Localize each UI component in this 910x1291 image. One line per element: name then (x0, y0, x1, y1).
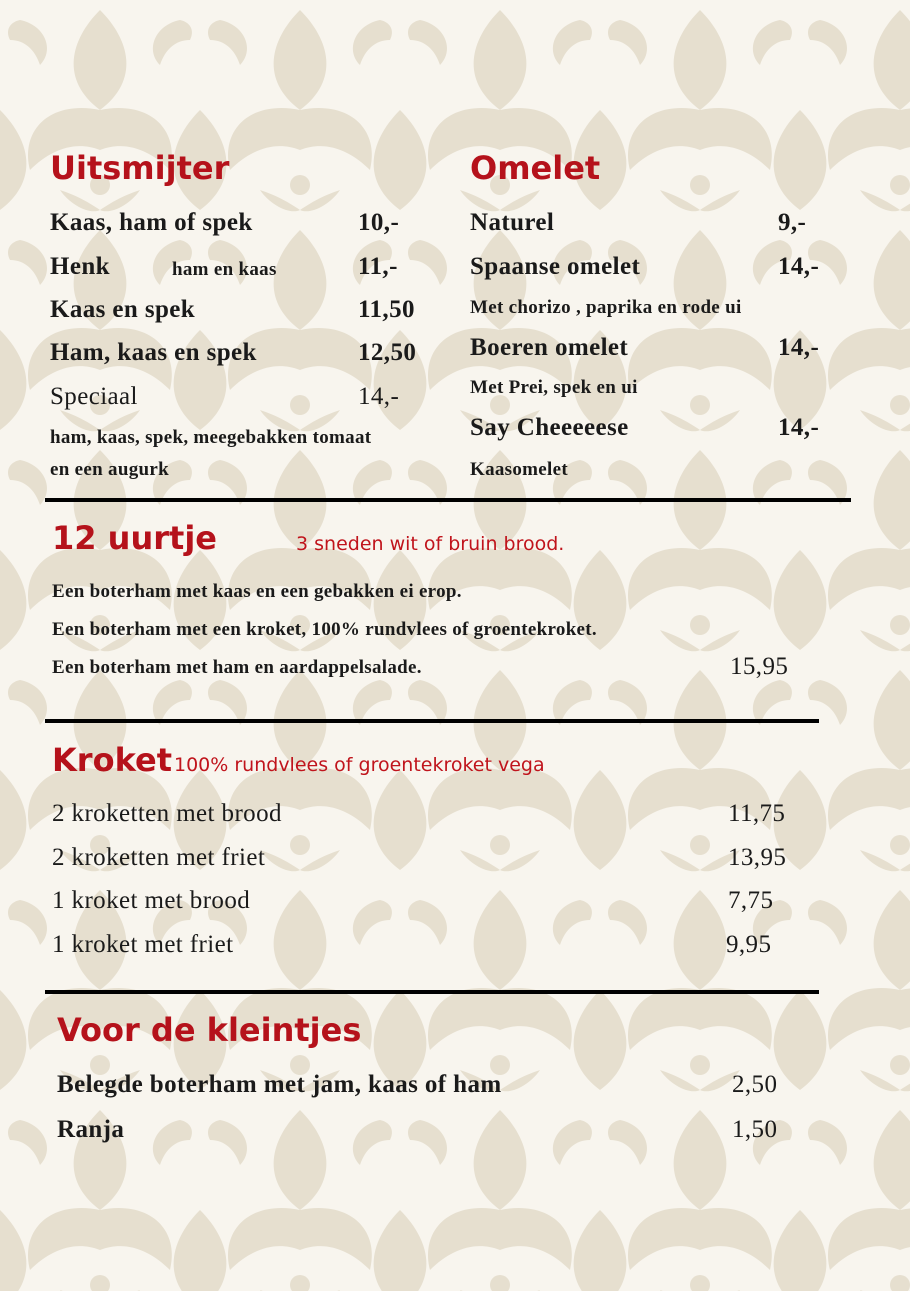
uitsmijter-henk-name: Henk (50, 253, 110, 280)
uitsmijter-kaas-ham-spek-price: 10,- (358, 209, 400, 236)
uitsmijter-kaas-ham-spek-name: Kaas, ham of spek (50, 209, 253, 236)
twaalf-uurtje-line-1: Een boterham met kaas en een gebakken ei erop. (52, 581, 462, 602)
uitsmijter-speciaal-name: Speciaal (50, 383, 138, 410)
uitsmijter-speciaal-desc-1: ham, kaas, spek, meegebakken tomaat (50, 427, 372, 448)
omelet-naturel-name: Naturel (470, 209, 555, 236)
uitsmijter-ham-kaas-spek-price: 12,50 (358, 339, 417, 366)
omelet-cheese-desc: Kaasomelet (470, 459, 568, 480)
omelet-spaanse-desc: Met chorizo , paprika en rode ui (470, 297, 742, 318)
omelet-naturel-price: 9,- (778, 209, 807, 236)
twaalf-uurtje-price: 15,95 (730, 653, 789, 680)
omelet-cheese-price: 14,- (778, 414, 820, 441)
kroket-heading: Kroket (52, 741, 172, 779)
omelet-boeren-desc: Met Prei, spek en ui (470, 377, 638, 398)
kroket-item-price: 11,75 (728, 800, 786, 827)
kleintjes-item-name: Belegde boterham met jam, kaas of ham (57, 1071, 502, 1098)
uitsmijter-kaas-spek-name: Kaas en spek (50, 296, 196, 323)
kroket-item-name: 1 kroket met friet (52, 931, 234, 958)
omelet-spaanse-price: 14,- (778, 253, 820, 280)
kroket-item-price: 7,75 (728, 887, 774, 914)
uitsmijter-speciaal-price: 14,- (358, 383, 400, 410)
kroket-item-name: 1 kroket met brood (52, 887, 251, 914)
kleintjes-heading: Voor de kleintjes (57, 1011, 362, 1049)
section-divider (45, 498, 851, 502)
twaalf-uurtje-line-2: Een boterham met een kroket, 100% rundvlees of groentekroket. (52, 619, 597, 640)
omelet-boeren-name: Boeren omelet (470, 334, 629, 361)
twaalf-uurtje-line-3: Een boterham met ham en aardappelsalade. (52, 657, 422, 678)
uitsmijter-heading: Uitsmijter (50, 149, 230, 187)
omelet-spaanse-name: Spaanse omelet (470, 253, 641, 280)
kleintjes-item-price: 1,50 (732, 1116, 778, 1143)
uitsmijter-kaas-spek-price: 11,50 (358, 296, 415, 323)
kroket-item-name: 2 kroketten met friet (52, 844, 266, 871)
kroket-item-price: 13,95 (728, 844, 787, 871)
kroket-subtitle: 100% rundvlees of groentekroket vega (174, 754, 545, 776)
kroket-item-price: 9,95 (726, 931, 772, 958)
twaalf-uurtje-subtitle: 3 sneden wit of bruin brood. (296, 533, 565, 555)
uitsmijter-henk-price: 11,- (358, 253, 398, 280)
uitsmijter-henk-note: ham en kaas (172, 259, 277, 280)
omelet-cheese-name: Say Cheeeeese (470, 414, 629, 441)
section-divider (45, 990, 819, 994)
uitsmijter-speciaal-desc-2: en een augurk (50, 459, 169, 480)
section-divider (45, 719, 819, 723)
omelet-boeren-price: 14,- (778, 334, 820, 361)
omelet-heading: Omelet (470, 149, 601, 187)
uitsmijter-ham-kaas-spek-name: Ham, kaas en spek (50, 339, 257, 366)
kleintjes-item-name: Ranja (57, 1116, 125, 1143)
kroket-item-name: 2 kroketten met brood (52, 800, 282, 827)
twaalf-uurtje-heading: 12 uurtje (52, 519, 217, 557)
kleintjes-item-price: 2,50 (732, 1071, 778, 1098)
